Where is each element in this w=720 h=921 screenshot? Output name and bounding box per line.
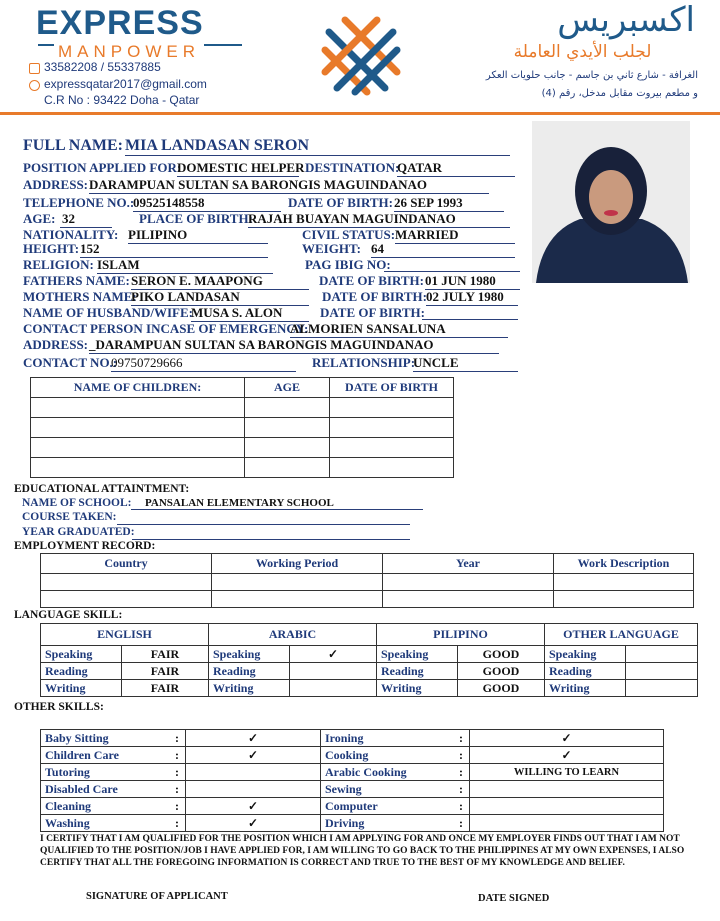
mother-label: MOTHERS NAME: — [23, 289, 137, 304]
nationality-label: NATIONALITY: — [23, 227, 119, 242]
language-cell: ✓ — [290, 646, 377, 663]
table-row — [31, 418, 454, 438]
language-header-pilipino: PILIPINO — [377, 624, 545, 646]
language-cell: Speaking — [545, 646, 626, 663]
contact-no-value: 09750729666 — [111, 355, 296, 372]
position-label: POSITION APPLIED FOR: — [23, 160, 182, 175]
employment-table — [40, 553, 694, 608]
pob-label: PLACE OF BIRTH: — [139, 211, 253, 226]
skill-cell — [186, 764, 321, 781]
table-row — [41, 815, 664, 832]
table-row — [31, 458, 454, 478]
pagibig-line — [384, 271, 520, 272]
language-cell: Speaking — [41, 646, 122, 663]
table-row — [41, 574, 694, 591]
language-cell — [290, 680, 377, 697]
skill-cell: : — [169, 747, 186, 764]
contact-label: CONTACT PERSON INCASE OF EMERGENCY: — [23, 321, 309, 336]
emblem-icon — [315, 10, 407, 102]
employment-header-description: Work Description — [554, 554, 694, 574]
language-cell: GOOD — [458, 663, 545, 680]
pagibig-label: PAG IBIG NO: — [305, 257, 391, 272]
skill-cell: : — [453, 815, 470, 832]
spouse-label: NAME OF HUSBAND/WIFE: — [23, 305, 193, 320]
skill-cell: ✓ — [186, 798, 321, 815]
course-line — [117, 524, 410, 525]
skill-cell: : — [453, 781, 470, 798]
skill-cell: Washing — [41, 815, 170, 832]
telephone-label: TELEPHONE NO.: — [23, 195, 135, 210]
skill-cell — [470, 815, 664, 832]
destination-label: DESTINATION: — [305, 160, 400, 175]
other-skills-title: OTHER SKILLS: — [14, 701, 104, 713]
skill-cell — [470, 781, 664, 798]
position-value: DOMESTIC HELPER — [177, 160, 305, 175]
address2-label: ADDRESS: — [23, 337, 89, 352]
skill-cell: : — [453, 764, 470, 781]
skill-cell: : — [453, 730, 470, 747]
language-header-other: OTHER LANGUAGE — [545, 624, 698, 646]
logo-manpower: MANPOWER — [54, 42, 204, 62]
skill-cell: : — [453, 798, 470, 815]
employment-header-year: Year — [383, 554, 554, 574]
civil-status-value: MARRIED — [395, 227, 515, 244]
nationality-value: PILIPINO — [128, 227, 268, 244]
language-cell — [626, 646, 698, 663]
dob-value: 26 SEP 1993 — [394, 195, 504, 212]
language-cell: Writing — [545, 680, 626, 697]
header-cr: C.R No : 93422 Doha - Qatar — [44, 93, 200, 107]
certification-line-1: I CERTIFY THAT I AM QUALIFIED FOR THE POSITION WHICH I AM APPLYING FOR AND ONCE MY EMPLOYER FINDS OUT THAT I AM NOT — [40, 834, 680, 844]
spouse-value: MUSA S. ALON — [191, 305, 309, 322]
full-name-value: MIA LANDASAN SERON — [125, 137, 510, 156]
certification-line-3: CERTIFY THAT ALL THE FOREGOING INFORMATION IS CORRECT AND TRUE TO THE BEST OF MY KNOWLEDGE AND BELIEF. — [40, 858, 625, 868]
phone-icon — [29, 63, 40, 74]
skill-cell: : — [169, 815, 186, 832]
father-dob-value: 01 JUN 1980 — [425, 273, 520, 290]
table-row — [41, 680, 698, 697]
contact-value: ALMORIEN SANSALUNA — [290, 321, 508, 338]
father-dob-label: DATE OF BIRTH: — [319, 273, 424, 288]
language-header-arabic: ARABIC — [209, 624, 377, 646]
skill-cell: : — [169, 781, 186, 798]
religion-label: RELIGION: — [23, 257, 94, 272]
mother-dob-value: 02 JULY 1980 — [426, 289, 518, 306]
father-label: FATHERS NAME: — [23, 273, 130, 288]
table-row — [31, 438, 454, 458]
children-header-dob: DATE OF BIRTH — [330, 378, 454, 398]
age-value: 32 — [60, 211, 112, 228]
table-row — [41, 646, 698, 663]
header-phone: 33582208 / 55337885 — [44, 60, 161, 74]
skill-cell — [186, 781, 321, 798]
year-label: YEAR GRADUATED: — [22, 526, 135, 538]
language-cell: Reading — [545, 663, 626, 680]
skill-cell: Computer — [321, 798, 454, 815]
weight-value: 64 — [371, 241, 515, 258]
skill-cell: Sewing — [321, 781, 454, 798]
skill-cell: ✓ — [470, 730, 664, 747]
skill-cell: ✓ — [186, 730, 321, 747]
father-value: SERON E. MAAPONG — [131, 273, 309, 290]
weight-label: WEIGHT: — [302, 241, 361, 256]
arabic-address-2: و مطعم بيروت مقابل مدخل، رقم (4) — [541, 88, 698, 99]
language-cell: FAIR — [122, 663, 209, 680]
language-cell — [290, 663, 377, 680]
table-row — [41, 798, 664, 815]
dob-label: DATE OF BIRTH: — [288, 195, 393, 210]
contact-no-label: CONTACT NO.: — [23, 355, 118, 370]
skill-cell: Driving — [321, 815, 454, 832]
table-row — [41, 747, 664, 764]
language-cell: Speaking — [209, 646, 290, 663]
other-skills-table — [40, 729, 664, 832]
skill-cell: Cleaning — [41, 798, 170, 815]
skill-cell: Disabled Care — [41, 781, 170, 798]
spouse-dob-label: DATE OF BIRTH: — [320, 305, 425, 320]
table-row — [41, 730, 664, 747]
arabic-title: اكسبريس — [557, 0, 695, 40]
table-row — [41, 663, 698, 680]
children-table — [30, 377, 454, 478]
address-label: ADDRESS: — [23, 177, 89, 192]
school-label: NAME OF SCHOOL: — [22, 497, 132, 509]
arabic-address-1: الغرافة - شارع ثاني بن جاسم - جانب حلويات العكر — [485, 70, 698, 81]
pob-value: RAJAH BUAYAN MAGUINDANAO — [248, 211, 510, 228]
full-name-label: FULL NAME: — [23, 137, 123, 154]
skill-cell: Cooking — [321, 747, 454, 764]
skill-cell: ✓ — [186, 815, 321, 832]
mother-value: PIKO LANDASAN — [131, 289, 309, 306]
skill-cell: ✓ — [186, 747, 321, 764]
employment-title: EMPLOYMENT RECORD: — [14, 540, 156, 552]
skill-cell: WILLING TO LEARN — [470, 764, 664, 781]
certification-line-2: QUALIFIED TO THE POSITION/JOB I HAVE APPLIED FOR, I AM WILLING TO GO BACK TO THE PHILIPPINES AT MY OWN EXPENSES, I ALSO — [40, 846, 685, 856]
language-cell: GOOD — [458, 646, 545, 663]
language-table — [40, 623, 698, 697]
date-signed-label: DATE SIGNED — [478, 893, 550, 904]
relationship-label: RELATIONSHIP: — [312, 355, 416, 370]
logo-express: EXPRESS — [36, 4, 204, 42]
language-cell: Speaking — [377, 646, 458, 663]
language-cell: FAIR — [122, 646, 209, 663]
header-email: expressqatar2017@gmail.com — [44, 77, 207, 91]
language-cell: Writing — [41, 680, 122, 697]
language-cell: Writing — [377, 680, 458, 697]
skill-cell: Tutoring — [41, 764, 170, 781]
address-value: DARAMPUAN SULTAN SA BARONGIS MAGUINDANAO — [89, 177, 489, 194]
destination-value: QATAR — [397, 160, 515, 177]
religion-value: ISLAM — [97, 257, 273, 274]
telephone-value: 09525148558 — [133, 195, 281, 212]
language-header-english: ENGLISH — [41, 624, 209, 646]
skill-cell: Children Care — [41, 747, 170, 764]
education-title: EDUCATIONAL ATTAINTMENT: — [14, 483, 190, 495]
year-line — [132, 539, 410, 540]
skill-cell — [470, 798, 664, 815]
language-cell: Reading — [41, 663, 122, 680]
spouse-dob-line — [422, 319, 518, 320]
table-row — [31, 398, 454, 418]
civil-status-label: CIVIL STATUS: — [302, 227, 396, 242]
height-label: HEIGHT: — [23, 241, 80, 256]
table-row — [41, 764, 664, 781]
language-title: LANGUAGE SKILL: — [14, 609, 123, 621]
employment-header-country: Country — [41, 554, 212, 574]
language-cell: Reading — [209, 663, 290, 680]
language-cell — [626, 680, 698, 697]
table-row — [41, 781, 664, 798]
relationship-value: UNCLE — [413, 355, 518, 372]
language-cell: Writing — [209, 680, 290, 697]
school-value: PANSALAN ELEMENTARY SCHOOL — [131, 497, 423, 510]
skill-cell: : — [453, 747, 470, 764]
arabic-subtitle: لجلب الأيدي العاملة — [513, 42, 652, 62]
children-header-name: NAME OF CHILDREN: — [31, 378, 245, 398]
skill-cell: Baby Sitting — [41, 730, 170, 747]
course-label: COURSE TAKEN: — [22, 511, 117, 523]
skill-cell: : — [169, 730, 186, 747]
height-value: 152 — [80, 241, 268, 258]
skill-cell: : — [169, 764, 186, 781]
age-label: AGE: — [23, 211, 56, 226]
language-cell: GOOD — [458, 680, 545, 697]
address2-value: _DARAMPUAN SULTAN SA BARONGIS MAGUINDANAO — [89, 337, 499, 354]
applicant-photo — [532, 121, 690, 283]
children-header-age: AGE — [245, 378, 330, 398]
header-divider — [0, 112, 720, 115]
applicant-photo-image — [532, 121, 690, 283]
skill-cell: Ironing — [321, 730, 454, 747]
language-cell: FAIR — [122, 680, 209, 697]
table-row — [41, 591, 694, 608]
language-cell: Reading — [377, 663, 458, 680]
language-cell — [626, 663, 698, 680]
email-icon — [29, 80, 40, 91]
skill-cell: Arabic Cooking — [321, 764, 454, 781]
skill-cell: ✓ — [470, 747, 664, 764]
skill-cell: : — [169, 798, 186, 815]
signature-label: SIGNATURE OF APPLICANT — [86, 891, 228, 902]
mother-dob-label: DATE OF BIRTH: — [322, 289, 427, 304]
employment-header-period: Working Period — [212, 554, 383, 574]
